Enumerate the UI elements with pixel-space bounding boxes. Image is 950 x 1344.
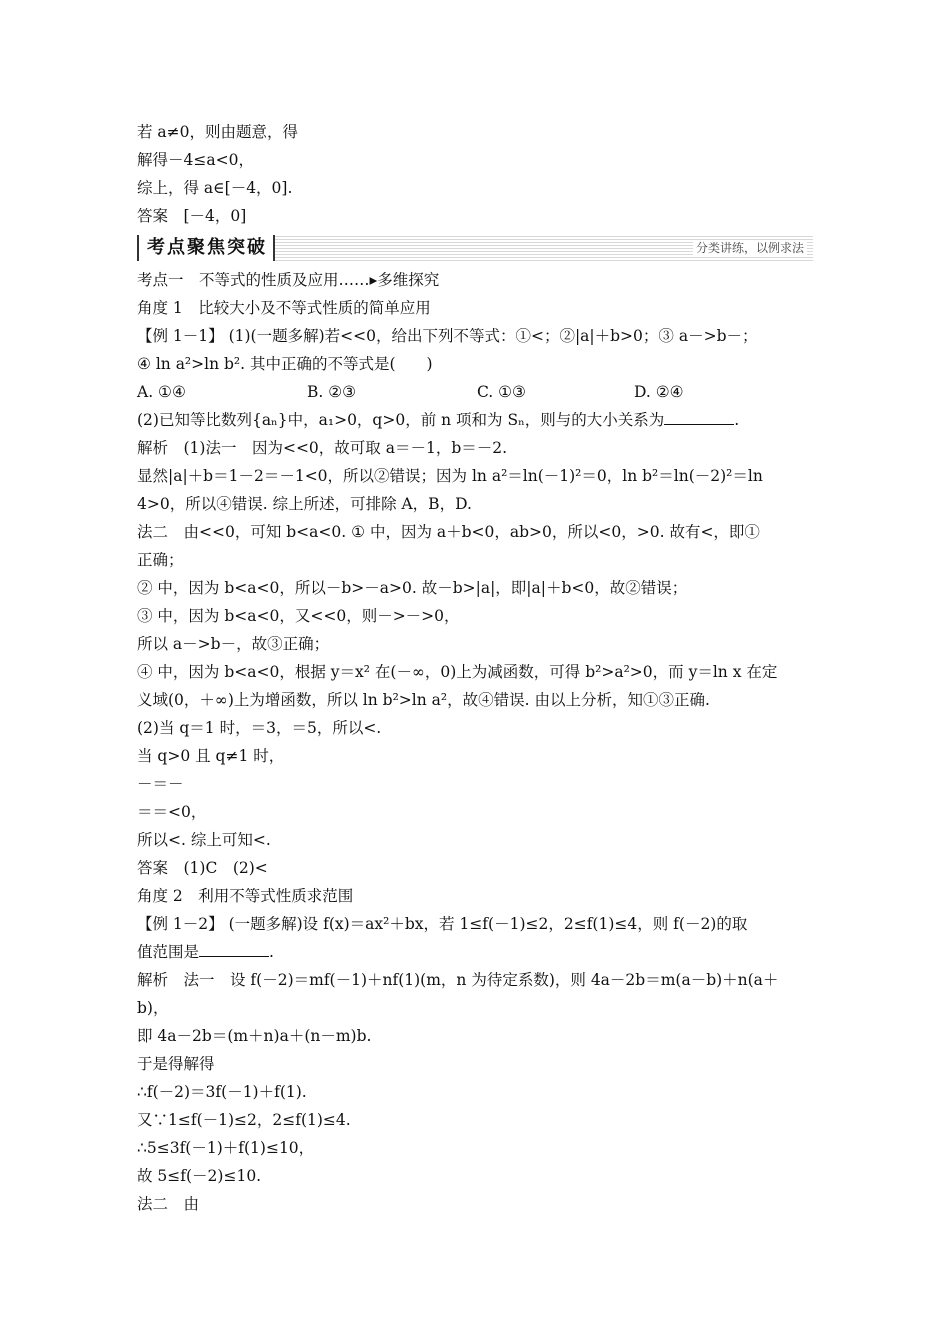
solution-line: ② 中，因为 b<a<0，所以－b>－a>0. 故－b>|a|，即|a|＋b<0，故②错误； [137, 579, 688, 597]
angle-heading: 角度 2 利用不等式性质求范围 [137, 887, 354, 905]
example-text: . [269, 943, 274, 961]
option-row [137, 382, 817, 402]
solution-line: 正确； [137, 551, 184, 569]
solution-line: 法二 由 [137, 1195, 200, 1213]
solution-line: 所以<. 综上可知<. [137, 831, 271, 849]
angle-heading: 角度 1 比较大小及不等式性质的简单应用 [137, 299, 431, 317]
option-a: A. ①④ [137, 383, 186, 401]
solution-line: (2)当 q＝1 时，＝3，＝5，所以<. [137, 719, 382, 737]
solution-line: 即 4a－2b＝(m＋n)a＋(n－m)b. [137, 1027, 372, 1045]
example-line [137, 410, 739, 430]
solution-line: 4>0，所以④错误. 综上所述，可排除 A，B，D. [137, 495, 472, 513]
example-text: . [734, 411, 740, 429]
example-line [137, 942, 274, 962]
example-text: 值范围是 [137, 943, 200, 961]
solution-line: －＝－ [137, 775, 184, 793]
text-line: 综上，得 a∈[－4，0]. [137, 179, 293, 197]
solution-line: ③ 中，因为 b<a<0，又<<0，则－>－>0， [137, 607, 460, 625]
section-banner-subtitle: 分类讲练，以例求法 [693, 240, 807, 256]
option-c: C. ①③ [477, 383, 526, 401]
solution-line: 义域(0，＋∞)上为增函数，所以 ln b²>ln a²，故④错误. 由以上分析，知①③正确. [137, 691, 710, 709]
option-d: D. ②④ [634, 383, 684, 401]
text-line: 解得－4≤a<0， [137, 151, 254, 169]
solution-line: 又∵1≤f(－1)≤2，2≤f(1)≤4. [137, 1111, 351, 1129]
solution-line: 解析 (1)法一 因为<<0，故可取 a＝－1，b＝－2. [137, 439, 508, 457]
solution-line: 于是得解得 [137, 1055, 215, 1073]
solution-line: 法二 由<<0，可知 b<a<0. ① 中，因为 a＋b<0，ab>0，所以<0，>0. 故有<，即① [137, 523, 760, 541]
topic-heading: 考点一 不等式的性质及应用……▸多维探究 [137, 271, 440, 289]
solution-line: 显然|a|＋b＝1－2＝－1<0，所以②错误；因为 ln a²＝ln(－1)²＝0，ln b²＝ln(－2)²＝ln [137, 467, 763, 485]
solution-line: 所以 a－>b－，故③正确； [137, 635, 330, 653]
answer-line: 答案 (1)C (2)< [137, 859, 268, 877]
solution-line: ＝＝<0， [137, 803, 207, 821]
example-line: 【例 1－2】 (一题多解)设 f(x)＝ax²＋bx，若 1≤f(－1)≤2，2≤f(1)≤4，则 f(－2)的取 [137, 915, 748, 933]
solution-line: b)， [137, 999, 169, 1017]
option-b: B. ②③ [307, 383, 357, 401]
text-line: 若 a≠0，则由题意，得 [137, 123, 299, 141]
example-line: 【例 1－1】 (1)(一题多解)若<<0，给出下列不等式：①<；②|a|＋b>0；③ a－>b－； [137, 327, 758, 345]
solution-line: ∴f(－2)＝3f(－1)＋f(1). [137, 1083, 307, 1101]
answer-line: 答案 [－4，0] [137, 207, 247, 225]
answer-blank [199, 942, 269, 957]
section-banner [137, 235, 813, 261]
solution-line: 故 5≤f(－2)≤10. [137, 1167, 262, 1185]
solution-line: 当 q>0 且 q≠1 时， [137, 747, 285, 765]
solution-line: ∴5≤3f(－1)＋f(1)≤10， [137, 1139, 315, 1157]
example-line: ④ ln a²>ln b². 其中正确的不等式是( ) [137, 355, 433, 373]
solution-line: 解析 法一 设 f(－2)＝mf(－1)＋nf(1)(m，n 为待定系数)，则 4a－2b＝m(a－b)＋n(a＋ [137, 971, 779, 989]
section-banner-title: 考点聚焦突破 [137, 235, 275, 261]
solution-line: ④ 中，因为 b<a<0，根据 y＝x² 在(－∞，0)上为减函数，可得 b²>a²>0，而 y＝ln x 在定 [137, 663, 778, 681]
answer-blank [664, 410, 734, 425]
example-text: (2)已知等比数列{aₙ}中，a₁>0，q>0，前 n 项和为 Sₙ，则与的大小关系为 [137, 411, 665, 429]
